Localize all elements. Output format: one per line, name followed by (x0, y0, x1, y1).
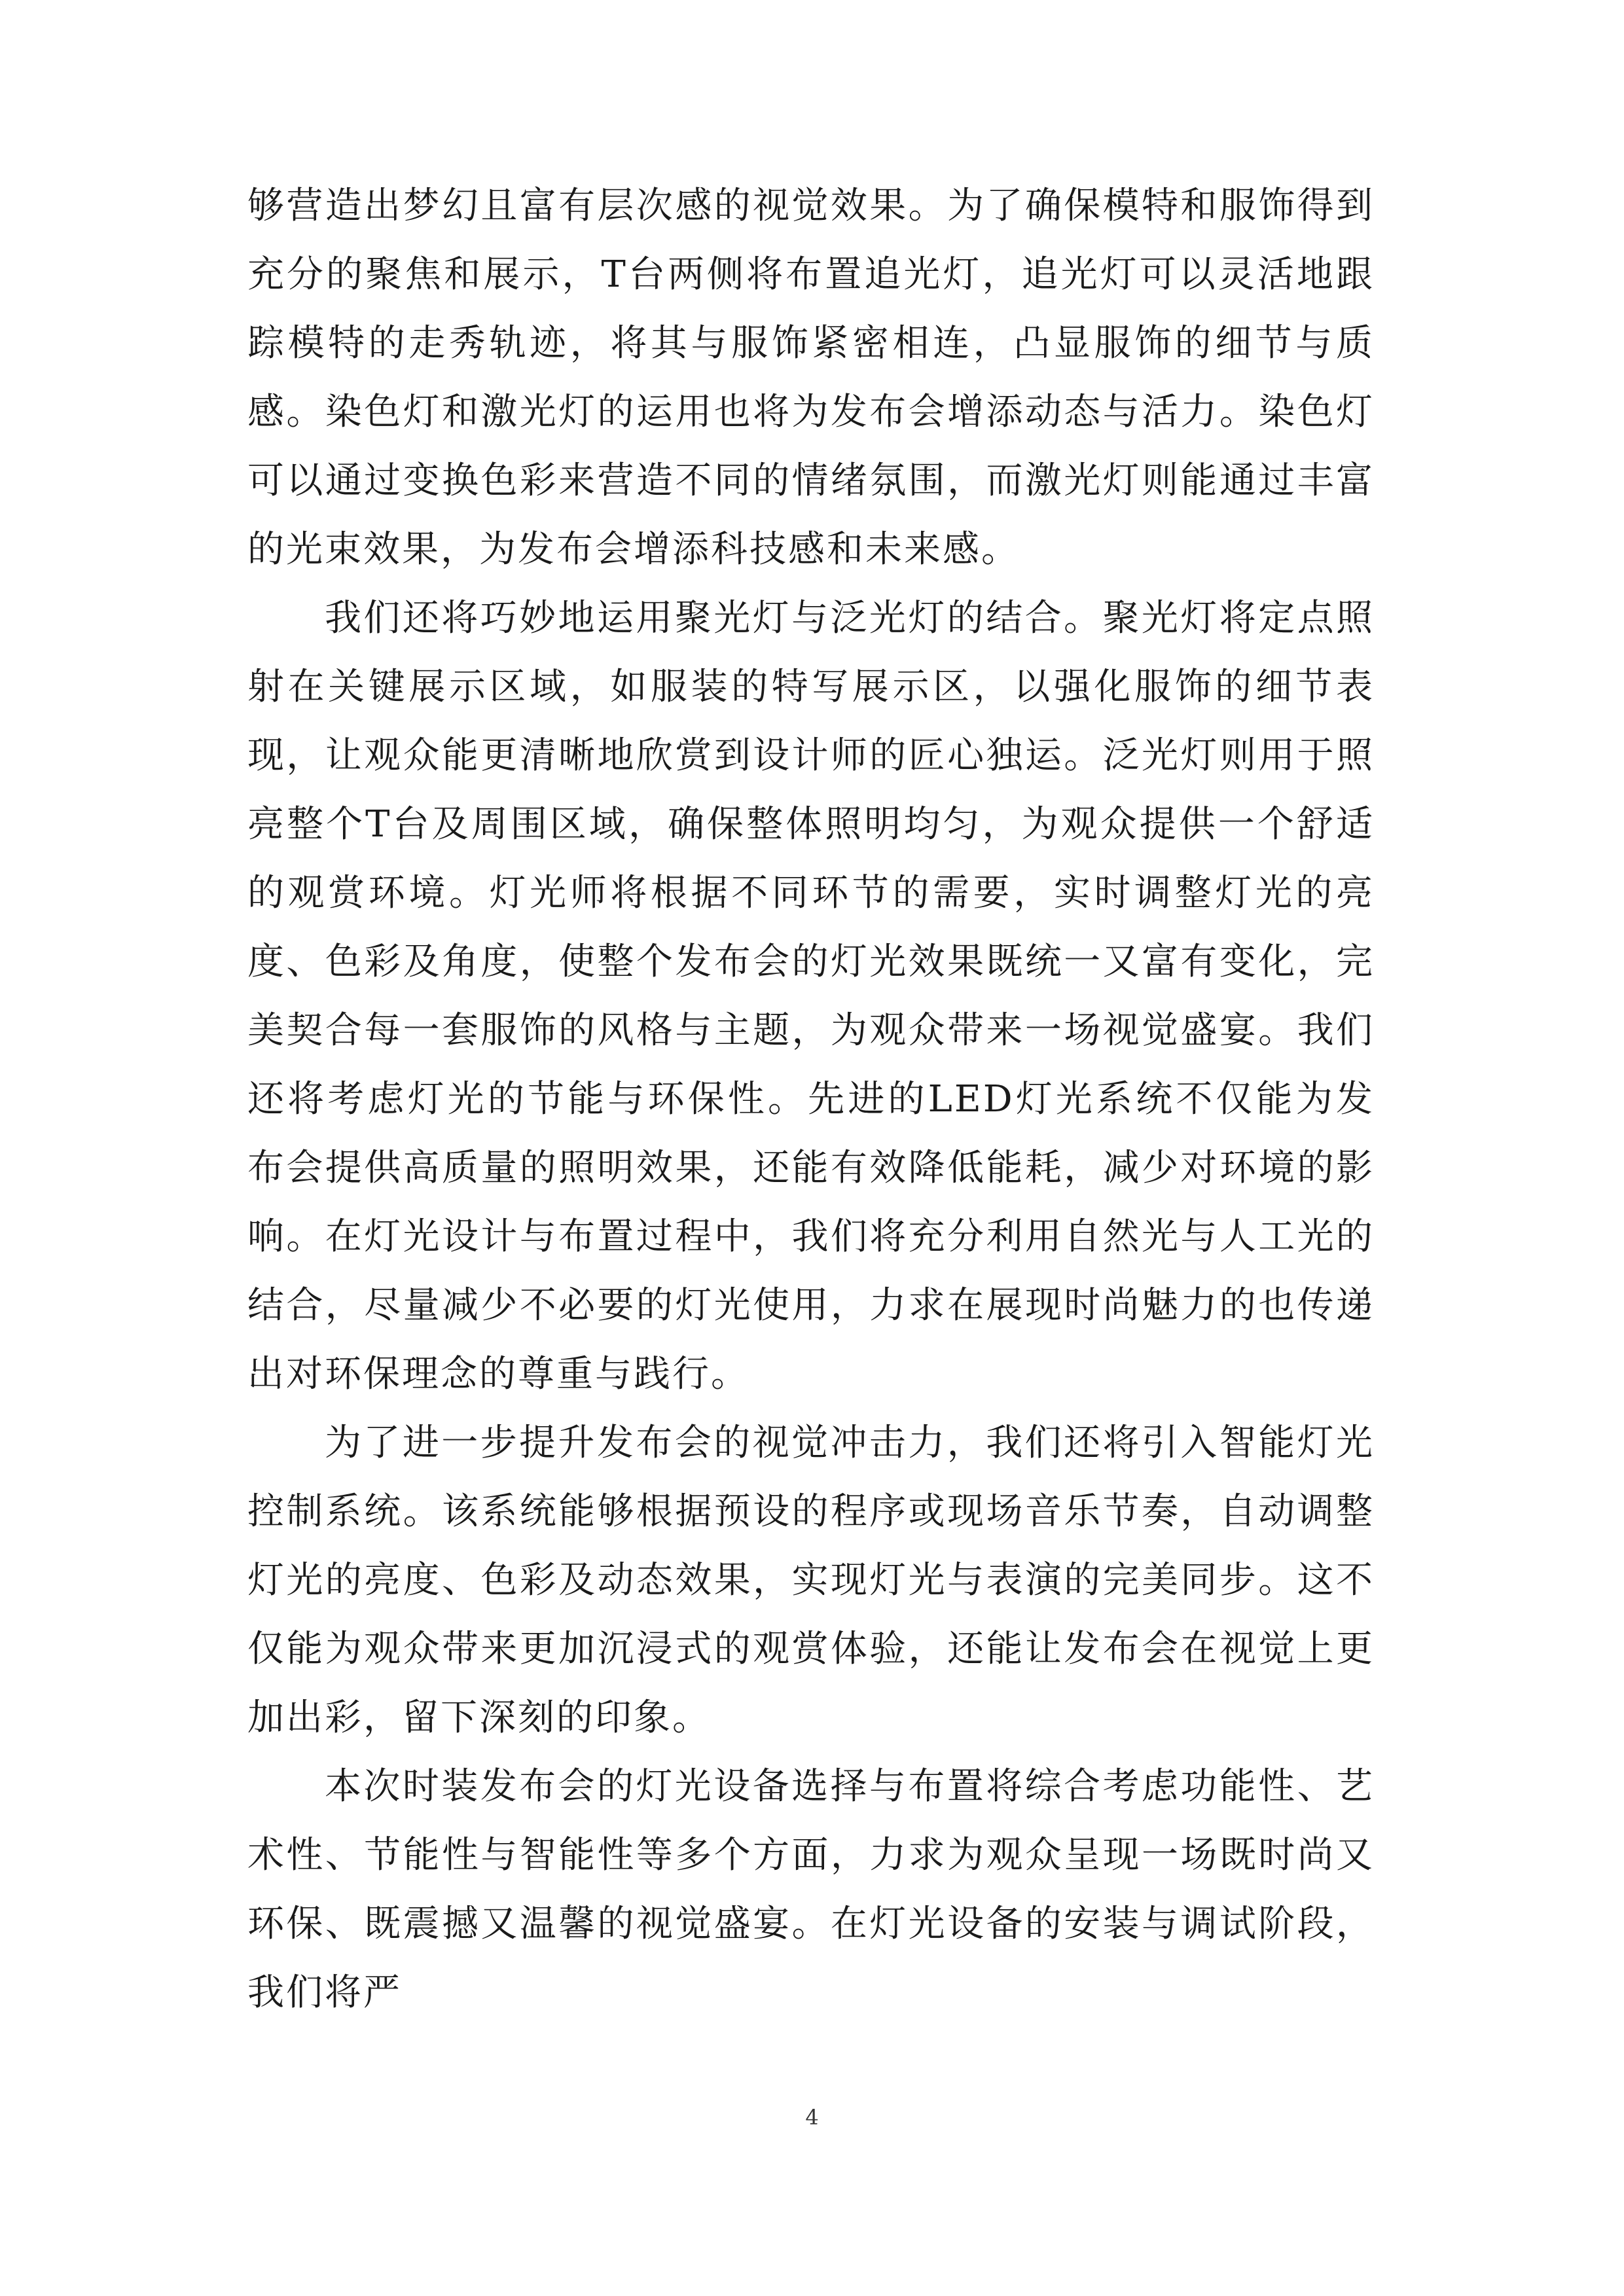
paragraph-continuation: 够营造出梦幻且富有层次感的视觉效果。为了确保模特和服饰得到充分的聚焦和展示，T台两侧将布置追光灯，追光灯可以灵活地跟踪模特的走秀轨迹，将其与服饰紧密相连，凸显服饰的细节与质感。染色灯和激光灯的运用也将为发布会增添动态与活力。染色灯可以通过变换色彩来营造不同的情绪氛围，而激光灯则能通过丰富的光束效果，为发布会增添科技感和未来感。 (247, 185, 1375, 571)
body-text (247, 171, 1375, 2027)
paragraph-summary: 本次时装发布会的灯光设备选择与布置将综合考虑功能性、艺术性、节能性与智能性等多个方面，力求为观众呈现一场既时尚又环保、既震撼又温馨的视觉盛宴。在灯光设备的安装与调试阶段，我们将严 (247, 1765, 1375, 2014)
paragraph-spotlight-floodlight: 我们还将巧妙地运用聚光灯与泛光灯的结合。聚光灯将定点照射在关键展示区域，如服装的特写展示区，以强化服饰的细节表现，让观众能更清晰地欣赏到设计师的匠心独运。泛光灯则用于照亮整个T台及周围区域，确保整体照明均匀，为观众提供一个舒适的观赏环境。灯光师将根据不同环节的需要，实时调整灯光的亮度、色彩及角度，使整个发布会的灯光效果既统一又富有变化，完美契合每一套服饰的风格与主题，为观众带来一场视觉盛宴。我们还将考虑灯光的节能与环保性。先进的LED灯光系统不仅能为发布会提供高质量的照明效果，还能有效降低能耗，减少对环境的影响。在灯光设计与布置过程中，我们将充分利用自然光与人工光的结合，尽量减少不必要的灯光使用，力求在展现时尚魅力的也传递出对环保理念的尊重与践行。 (247, 597, 1375, 1395)
paragraph-smart-lighting: 为了进一步提升发布会的视觉冲击力，我们还将引入智能灯光控制系统。该系统能够根据预设的程序或现场音乐节奏，自动调整灯光的亮度、色彩及动态效果，实现灯光与表演的完美同步。这不仅能为观众带来更加沉浸式的观赏体验，还能让发布会在视觉上更加出彩，留下深刻的印象。 (247, 1422, 1375, 1739)
page-number: 4 (805, 2105, 819, 2130)
